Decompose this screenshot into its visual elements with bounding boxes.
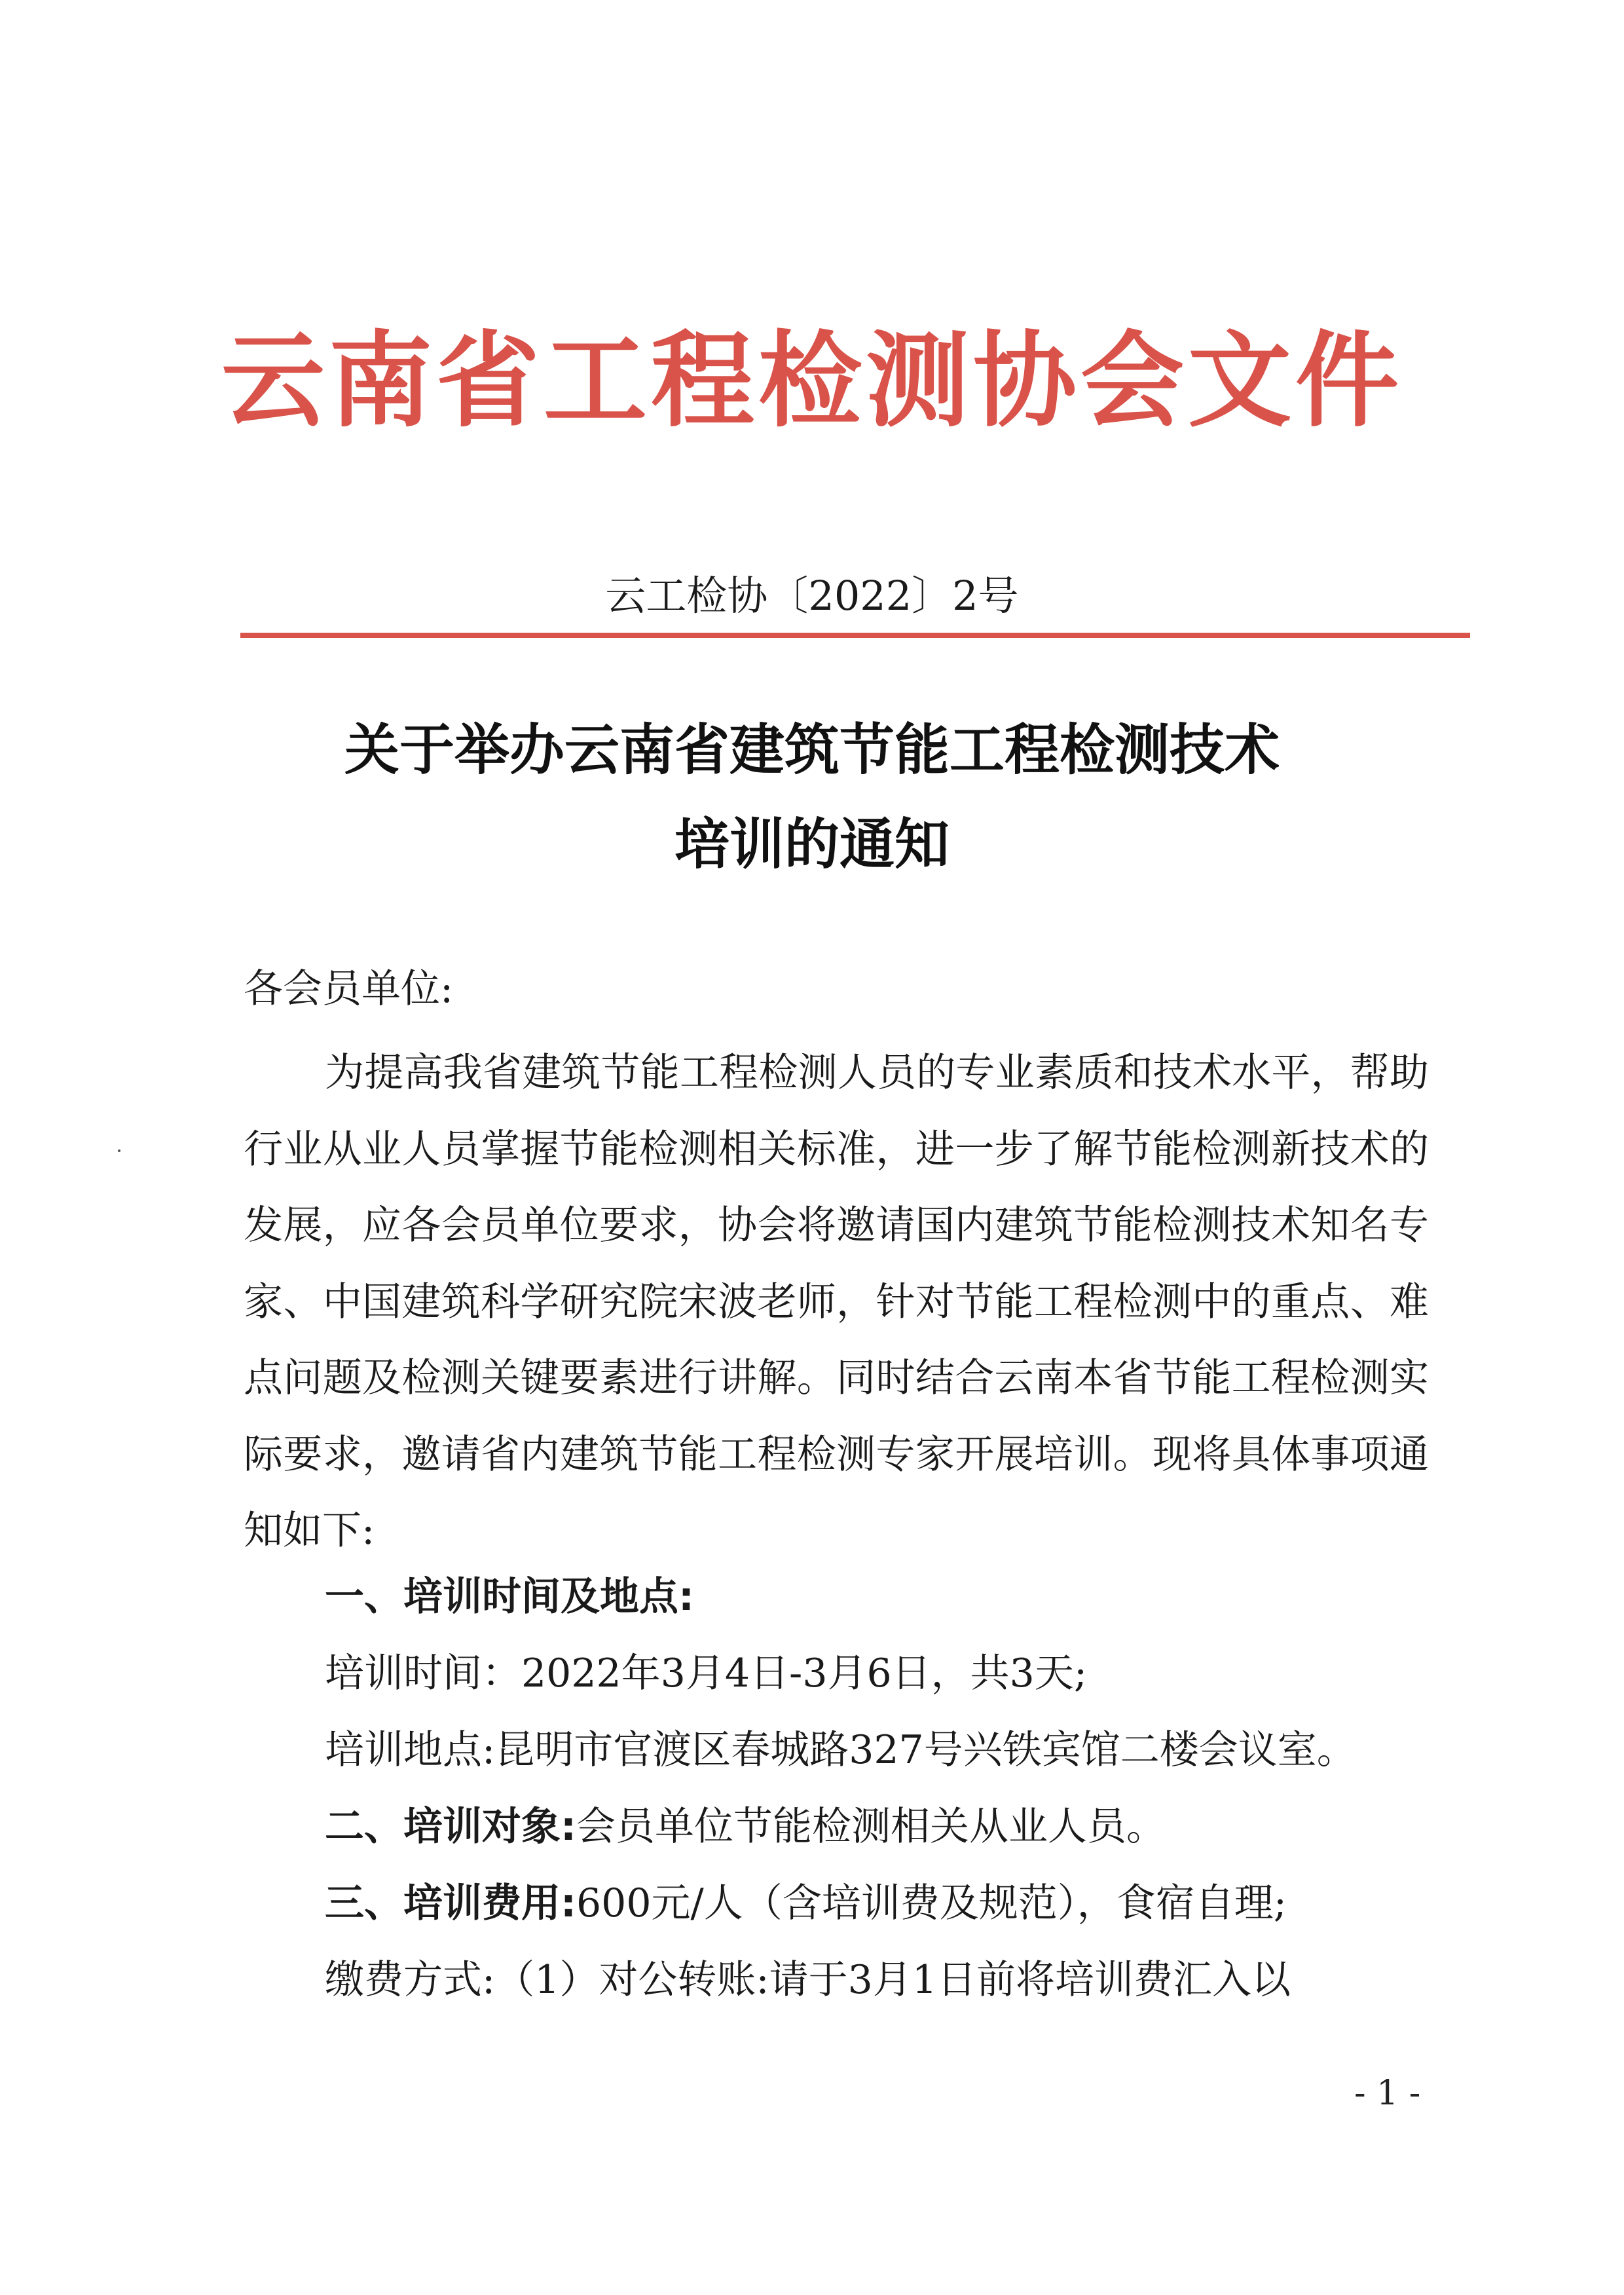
payment-method: 缴费方式:（1）对公转账:请于3月1日前将培训费汇入以 [325,1957,1291,2003]
section2-heading: 二、培训对象: [325,1804,576,1850]
section3-line [325,1872,1287,1928]
red-divider-rule [240,633,1470,638]
scan-speck [118,1149,120,1152]
intro-paragraph: 为提高我省建筑节能工程检测人员的专业素质和技术水平，帮助行业从业人员掌握节能检测相关标准，进一步了解节能检测新技术的发展，应各会员单位要求，协会将邀请国内建筑节能检测技术知名专家、中国建筑科学研究院宋波老师，针对节能工程检测中的重点、难点问题及检测关键要素进行讲解。同时结合云南本省节能工程检测实际要求，邀请省内建筑节能工程检测专家开展培训。现将具体事项通知如下: [244,1050,1429,1554]
section2-line [325,1795,1166,1852]
training-time: 培训时间：2022年3月4日-3月6日，共3天; [325,1651,1088,1696]
section2-text: 会员单位节能检测相关从业人员。 [576,1804,1166,1850]
section1-heading [325,1565,694,1622]
section3-heading: 三、培训费用: [325,1880,576,1926]
notice-title-line2: 培训的通知 [674,812,950,876]
section3-text: 600元/人（含培训费及规范），食宿自理; [576,1880,1287,1926]
document-number: 云工检协〔2022〕2号 [605,572,1019,620]
training-place: 培训地点:昆明市官渡区春城路327号兴铁宾馆二楼会议室。 [325,1727,1356,1773]
page-number: - 1 - [1354,2074,1421,2113]
salutation: 各会员单位: [244,966,454,1012]
masthead-title: 云南省工程检测协会文件 [221,321,1403,441]
section1-heading-text: 一、培训时间及地点: [325,1574,694,1620]
notice-title-line1: 关于举办云南省建筑节能工程检测技术 [344,718,1280,782]
